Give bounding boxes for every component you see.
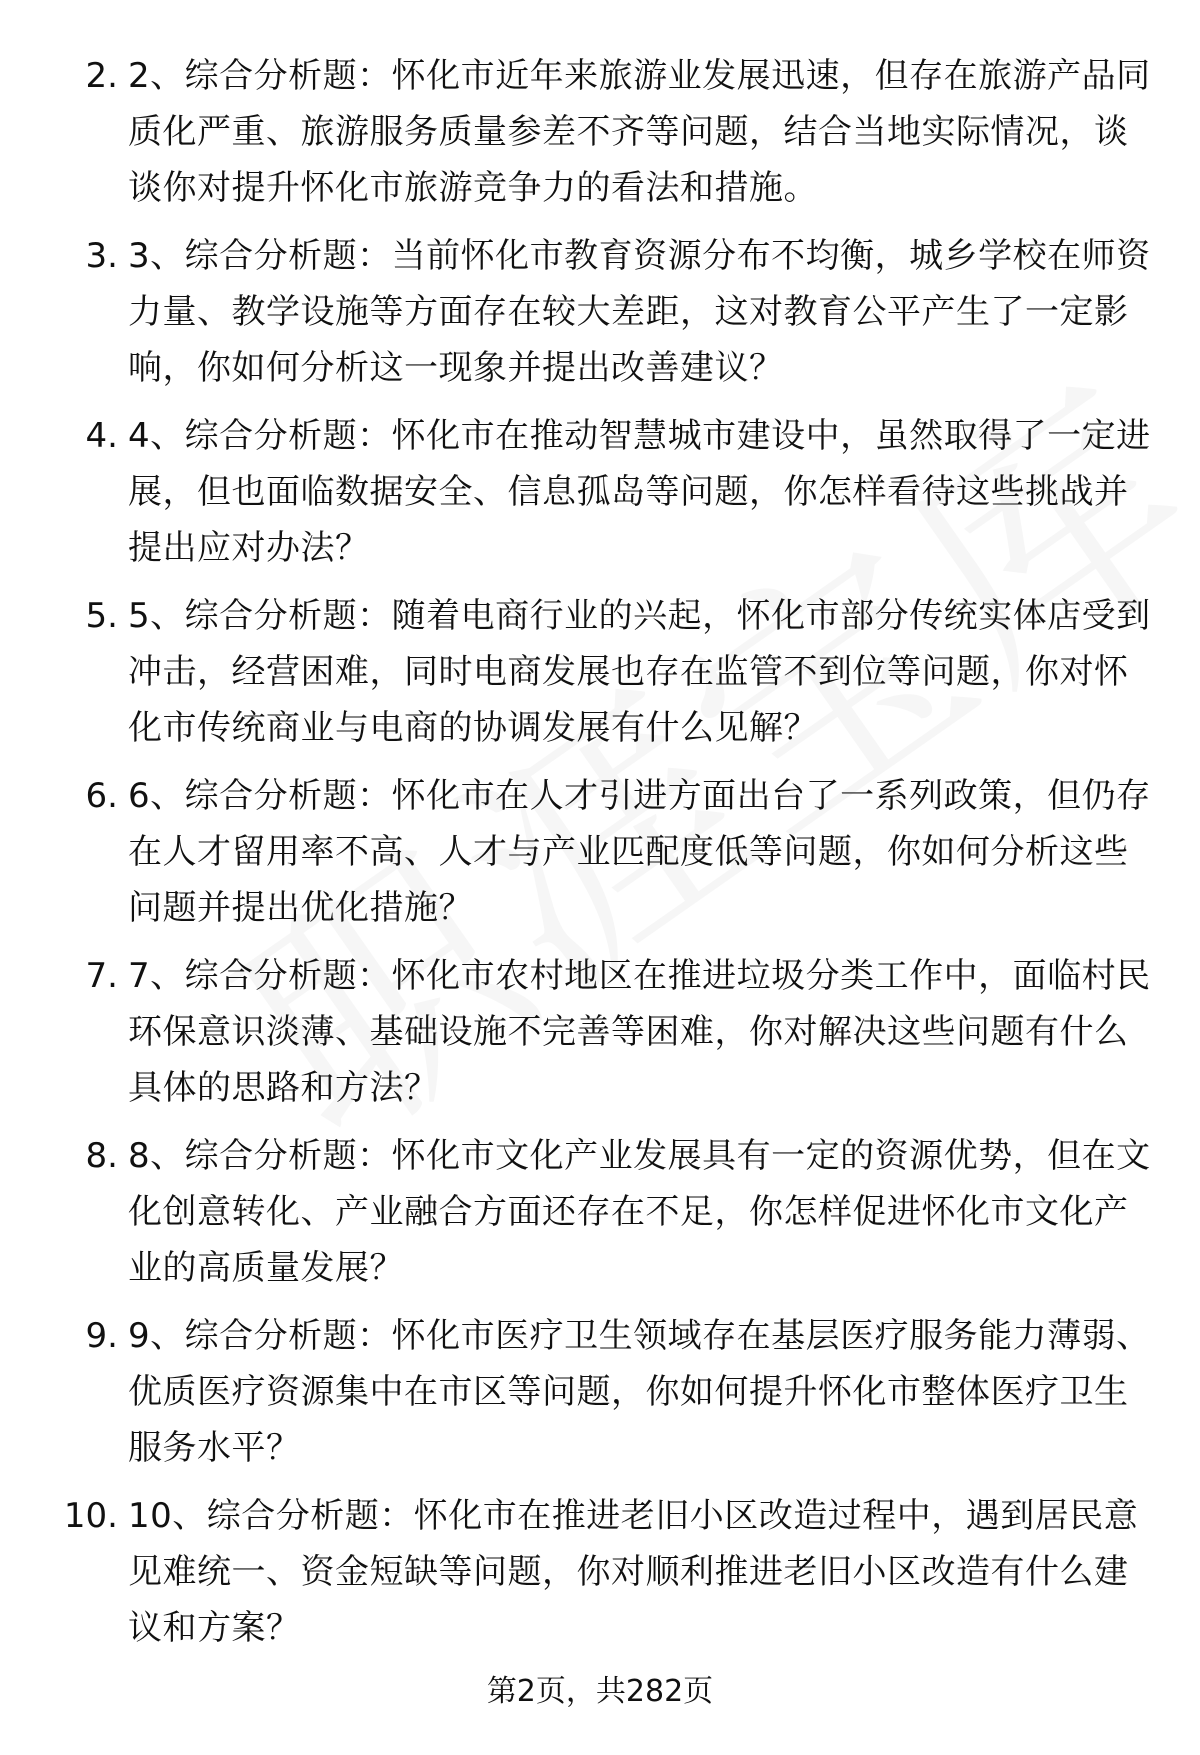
question-number: 7.: [85, 956, 118, 996]
question-text: 5、综合分析题：随着电商行业的兴起，怀化市部分传统实体店受到冲击，经营困难，同时电商发展也存在监管不到位等问题，你对怀化市传统商业与电商的协调发展有什么见解？: [128, 596, 1151, 748]
question-number: 10.: [63, 1496, 118, 1536]
question-text: 9、综合分析题：怀化市医疗卫生领域存在基层医疗服务能力薄弱、优质医疗资源集中在市区等问题，你如何提升怀化市整体医疗卫生服务水平？: [128, 1316, 1151, 1468]
question-text: 7、综合分析题：怀化市农村地区在推进垃圾分类工作中，面临村民环保意识淡薄、基础设施不完善等困难，你对解决这些问题有什么具体的思路和方法？: [128, 956, 1151, 1108]
question-text: 6、综合分析题：怀化市在人才引进方面出台了一系列政策，但仍存在人才留用率不高、人才与产业匹配度低等问题，你如何分析这些问题并提出优化措施？: [128, 776, 1151, 928]
question-text: 10、综合分析题：怀化市在推进老旧小区改造过程中，遇到居民意见难统一、资金短缺等问题，你对顺利推进老旧小区改造有什么建议和方案？: [128, 1496, 1139, 1648]
question-number: 2.: [85, 56, 118, 96]
question-text: 2、综合分析题：怀化市近年来旅游业发展迅速，但存在旅游产品同质化严重、旅游服务质量参差不齐等问题，结合当地实际情况，谈谈你对提升怀化市旅游竞争力的看法和措施。: [128, 56, 1151, 208]
question-number: 6.: [85, 776, 118, 816]
question-text: 4、综合分析题：怀化市在推动智慧城市建设中，虽然取得了一定进展，但也面临数据安全、信息孤岛等问题，你怎样看待这些挑战并提出应对办法？: [128, 416, 1151, 568]
question-number: 9.: [85, 1316, 118, 1356]
page-footer: 第2页，共282页: [486, 1674, 714, 1709]
question-number: 4.: [85, 416, 118, 456]
question-number: 3.: [85, 236, 118, 276]
question-number: 8.: [85, 1136, 118, 1176]
question-text: 8、综合分析题：怀化市文化产业发展具有一定的资源优势，但在文化创意转化、产业融合方面还存在不足，你怎样促进怀化市文化产业的高质量发展？: [128, 1136, 1151, 1288]
question-text: 3、综合分析题：当前怀化市教育资源分布不均衡，城乡学校在师资力量、教学设施等方面存在较大差距，这对教育公平产生了一定影响，你如何分析这一现象并提出改善建议？: [128, 236, 1151, 388]
question-number: 5.: [85, 596, 118, 636]
